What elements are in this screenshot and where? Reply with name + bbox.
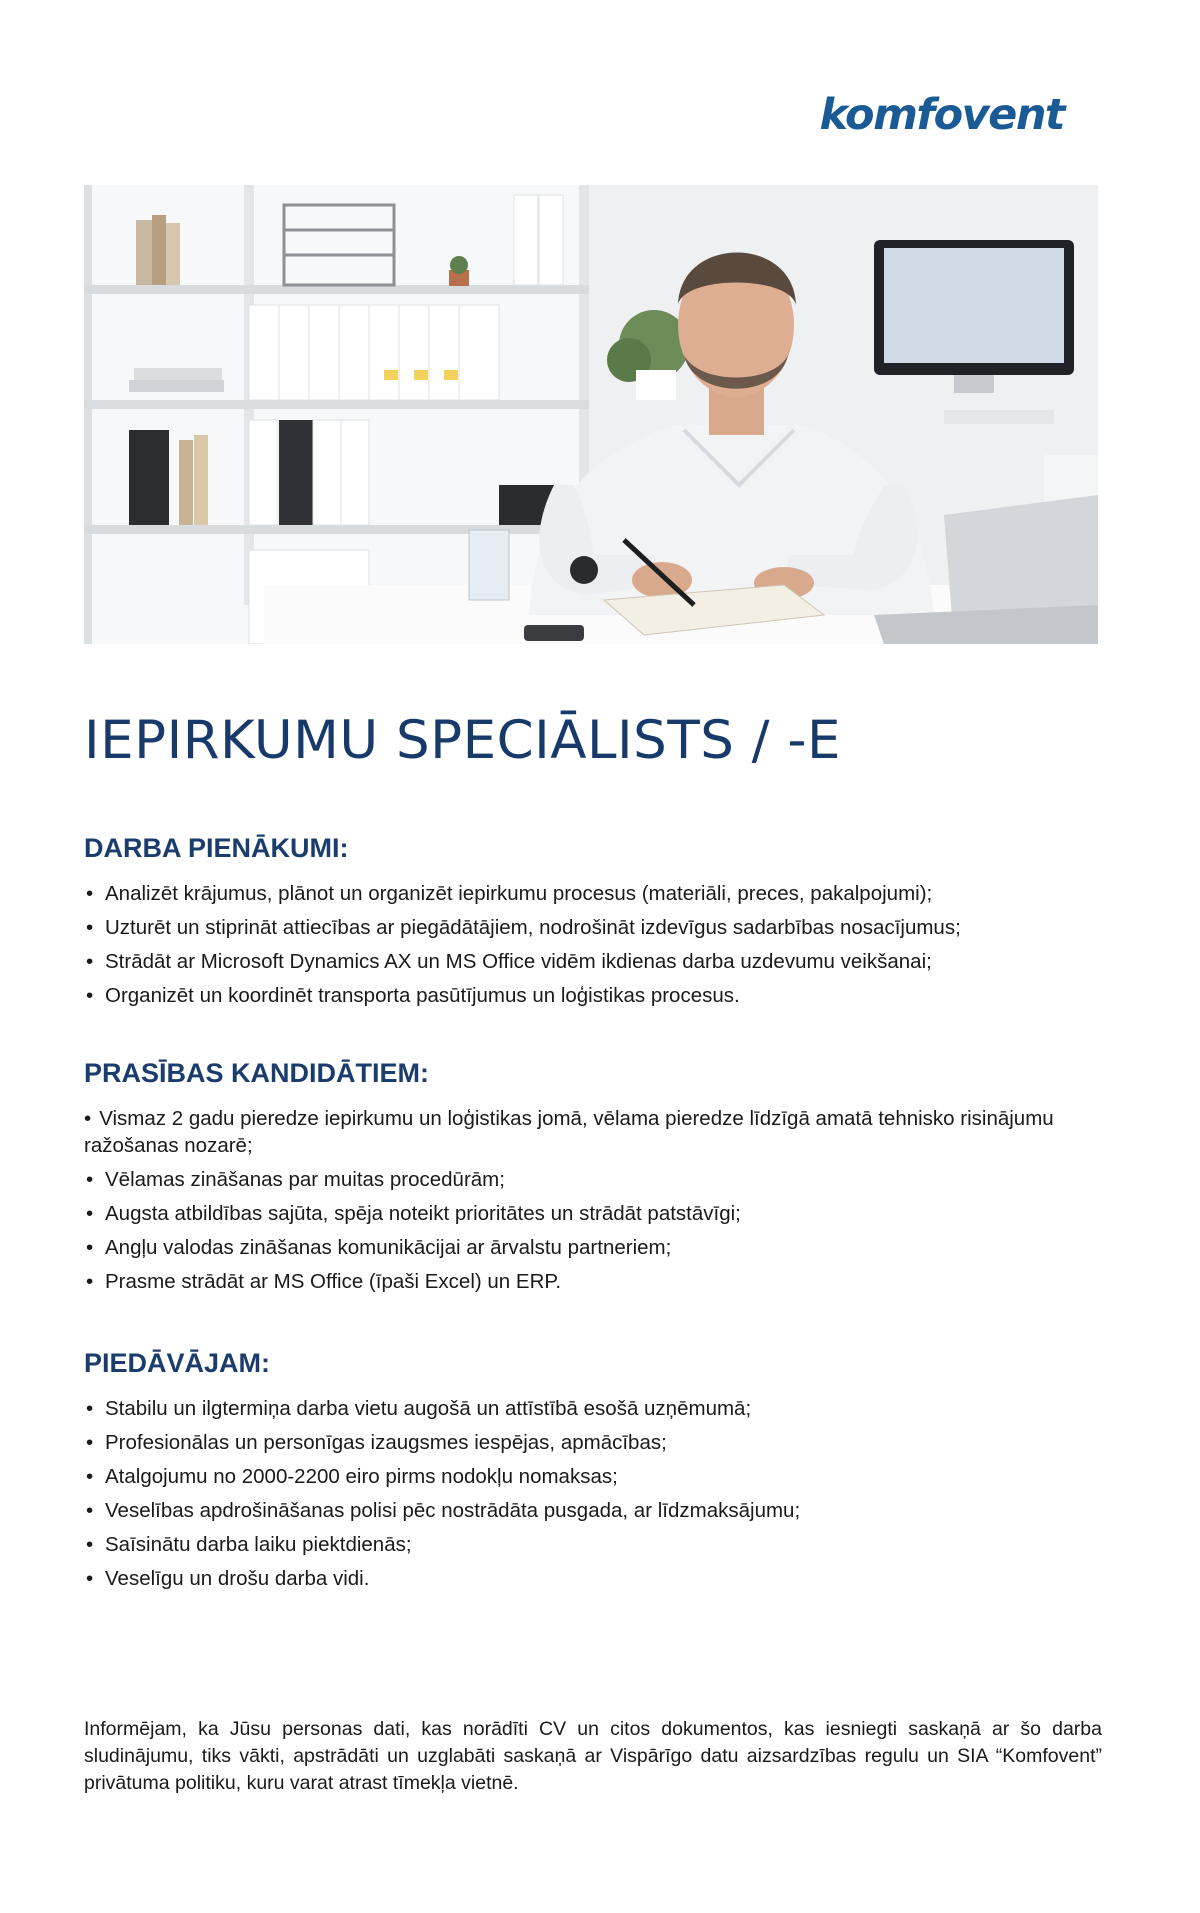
offer-item: • Stabilu un ilgtermiņa darba vietu augošā un attīstībā esošā uzņēmumā; (84, 1395, 1104, 1422)
offer-section (84, 1348, 1104, 1599)
requirement-item: • Augsta atbildības sajūta, spēja noteikt prioritātes un strādāt patstāvīgi; (84, 1200, 1104, 1227)
requirement-item: • Prasme strādāt ar MS Office (īpaši Excel) un ERP. (84, 1268, 1104, 1295)
komfovent-logo: komfovent (819, 90, 1064, 140)
office-man-writing-photo (84, 185, 1098, 644)
offer-item: • Saīsinātu darba laiku piektdienās; (84, 1531, 1104, 1558)
requirement-item: • Angļu valodas zināšanas komunikācijai ar ārvalstu partneriem; (84, 1234, 1104, 1261)
offer-list (84, 1395, 1104, 1592)
requirement-item: • Vēlamas zināšanas par muitas procedūrām; (84, 1166, 1104, 1193)
offer-item: • Atalgojumu no 2000-2200 eiro pirms nodokļu nomaksas; (84, 1463, 1104, 1490)
offer-item: • Veselības apdrošināšanas polisi pēc nostrādāta pusgada, ar līdzmaksājumu; (84, 1497, 1104, 1524)
offer-heading: PIEDĀVĀJAM: (84, 1348, 271, 1378)
requirements-section (84, 1058, 1104, 1302)
privacy-disclaimer: Informējam, ka Jūsu personas dati, kas norādīti CV un citos dokumentos, kas iesniegti saskaņā ar šo darba sludinājumu, tiks vākti, apstrādāti un uzglabāti saskaņā ar Vispārīgo datu aizsardzības regulu un SIA “Komfovent” privātuma politiku, kuru varat atrast tīmekļa vietnē. (84, 1718, 1102, 1794)
requirement-item: • Vismaz 2 gadu pieredze iepirkumu un loģistikas jomā, vēlama pieredze līdzīgā amatā tehnisko risinājumu ražošanas nozarē; (84, 1105, 1104, 1159)
offer-item: • Veselīgu un drošu darba vidi. (84, 1565, 1104, 1592)
duties-section (84, 833, 1104, 1016)
offer-item: • Profesionālas un personīgas izaugsmes iespējas, apmācības; (84, 1429, 1104, 1456)
requirements-list (84, 1105, 1104, 1295)
duty-item: • Organizēt un koordinēt transporta pasūtījumus un loģistikas procesus. (84, 982, 1104, 1009)
duty-item: • Uzturēt un stiprināt attiecības ar piegādātājiem, nodrošināt izdevīgus sadarbības nosacījumus; (84, 914, 1104, 941)
job-title: IEPIRKUMU SPECIĀLISTS / -E (84, 710, 841, 771)
requirements-heading: PRASĪBAS KANDIDĀTIEM: (84, 1058, 430, 1088)
duties-list (84, 880, 1104, 1009)
duties-heading: DARBA PIENĀKUMI: (84, 833, 349, 863)
duty-item: • Strādāt ar Microsoft Dynamics AX un MS Office vidēm ikdienas darba uzdevumu veikšanai; (84, 948, 1104, 975)
duty-item: • Analizēt krājumus, plānot un organizēt iepirkumu procesus (materiāli, preces, pakalpojumi); (84, 880, 1104, 907)
